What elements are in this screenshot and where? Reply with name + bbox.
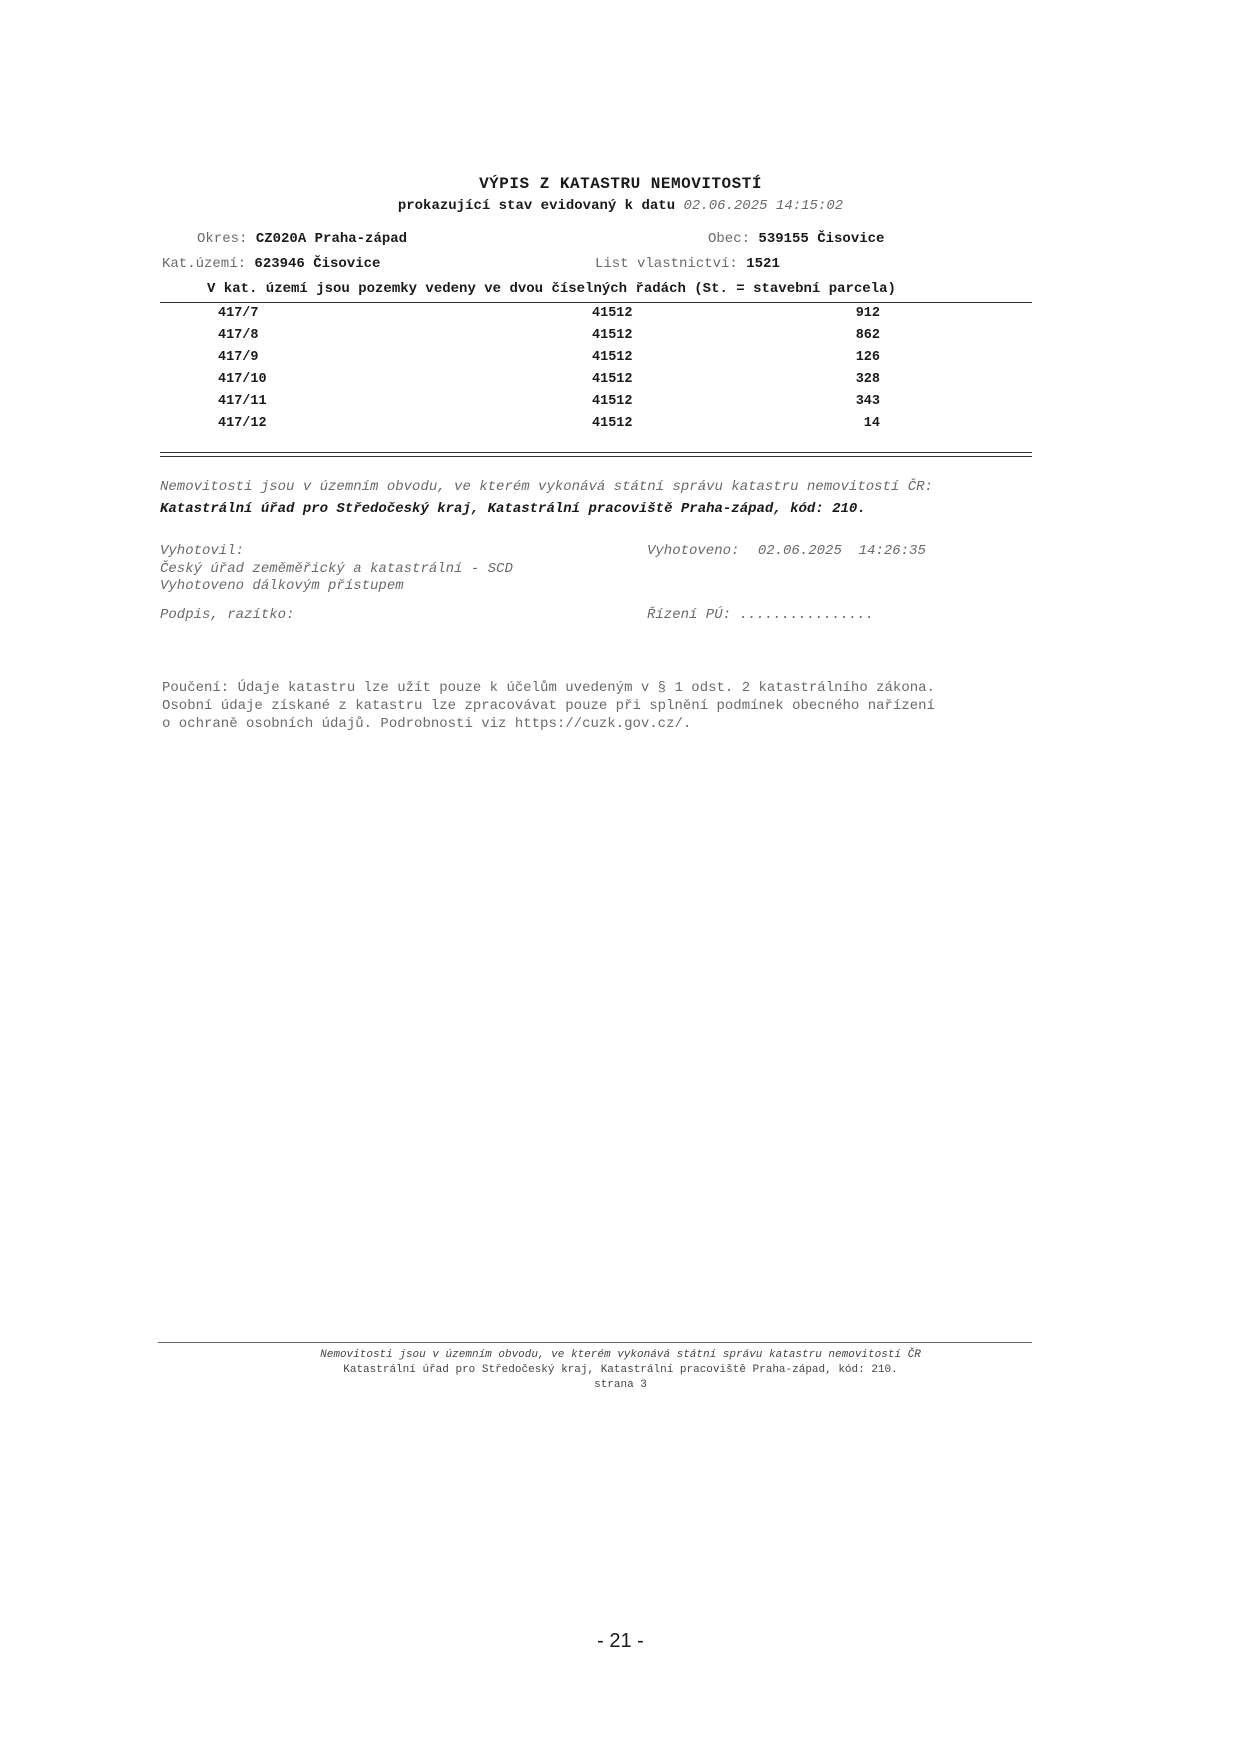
- footer-line-3: strana 3: [594, 1379, 647, 1391]
- parcel-lv: 41512: [592, 328, 633, 343]
- rizeni-label: Řízení PÚ:: [647, 607, 732, 623]
- table-row: [0, 416, 1241, 438]
- parcel-lv: 41512: [592, 416, 633, 431]
- subtitle-prefix: prokazující stav evidovaný k datu: [397, 198, 676, 214]
- document-title: VÝPIS Z KATASTRU NEMOVITOSTÍ: [479, 175, 762, 193]
- katuzemi-row: [162, 256, 380, 272]
- office-intro: Nemovitosti jsou v územním obvodu, ve kterém vykonává státní správu katastru nemovitostí ČR:: [160, 479, 933, 495]
- obec-row: [708, 231, 884, 247]
- page-footer: [0, 1348, 1241, 1393]
- okres-label: Okres:: [197, 231, 248, 247]
- parcel-number: 417/12: [218, 416, 267, 431]
- series-note: V kat. území jsou pozemky vedeny ve dvou číselných řadách (St. = stavební parcela): [207, 281, 896, 297]
- table-row: [0, 394, 1241, 416]
- parcel-number: 417/11: [218, 394, 267, 409]
- parcel-table: [0, 306, 1241, 441]
- subtitle-datetime: 02.06.2025 14:15:02: [683, 198, 844, 214]
- prepared-date: [647, 543, 926, 559]
- table-row: [0, 328, 1241, 350]
- prepared-date-label: Vyhotoveno:: [647, 543, 740, 559]
- lv-value: 1521: [746, 256, 780, 272]
- footer-line-1: Nemovitosti jsou v územním obvodu, ve kterém vykonává státní správu katastru nemovitostí ČR: [320, 1349, 921, 1361]
- prepared-by-method: Vyhotoveno dálkovým přístupem: [160, 578, 404, 594]
- notice-line-3: o ochraně osobních údajů. Podrobnosti viz https://cuzk.gov.cz/.: [162, 716, 692, 732]
- parcel-area: 912: [855, 306, 880, 321]
- parcel-area: 343: [855, 394, 880, 409]
- okres-value: CZ020A Praha-západ: [255, 231, 408, 247]
- parcel-lv: 41512: [592, 306, 633, 321]
- obec-label: Obec:: [708, 231, 751, 247]
- footer-line-2: Katastrální úřad pro Středočeský kraj, Katastrální pracoviště Praha-západ, kód: 210.: [343, 1364, 898, 1376]
- table-row: [0, 306, 1241, 328]
- notice-line-2: Osobní údaje získané z katastru lze zpracovávat pouze při splnění podmínek obecného nařízení: [162, 698, 935, 714]
- prepared-by-org: Český úřad zeměměřický a katastrální - SCD: [160, 561, 513, 577]
- rizeni-row: [647, 607, 874, 623]
- okres-row: [197, 231, 407, 247]
- table-row: [0, 372, 1241, 394]
- document-subtitle: [0, 198, 1241, 214]
- obec-value: 539155 Čisovice: [758, 231, 885, 247]
- parcel-area: 862: [855, 328, 880, 343]
- parcel-number: 417/8: [218, 328, 259, 343]
- lv-row: [595, 256, 780, 272]
- signature-label: Podpis, razítko:: [160, 607, 295, 623]
- parcel-lv: 41512: [592, 350, 633, 365]
- parcel-area: 126: [855, 350, 880, 365]
- header-divider: [160, 302, 1032, 303]
- footer-divider: [158, 1342, 1032, 1343]
- parcel-lv: 41512: [592, 372, 633, 387]
- notice-line-1: Poučení: Údaje katastru lze užít pouze k účelům uvedeným v § 1 odst. 2 katastrálního zákona.: [162, 680, 935, 696]
- parcel-number: 417/9: [218, 350, 259, 365]
- parcel-number: 417/10: [218, 372, 267, 387]
- parcel-area: 328: [855, 372, 880, 387]
- rizeni-value: ................: [739, 607, 874, 623]
- lv-label: List vlastnictví:: [595, 256, 738, 272]
- prepared-by-label: Vyhotovil:: [160, 543, 245, 559]
- katuzemi-label: Kat.území:: [162, 256, 247, 272]
- parcel-lv: 41512: [592, 394, 633, 409]
- office-name: Katastrální úřad pro Středočeský kraj, Katastrální pracoviště Praha-západ, kód: 210.: [160, 501, 866, 517]
- page-number: - 21 -: [597, 1630, 644, 1652]
- katuzemi-value: 623946 Čisovice: [254, 256, 381, 272]
- table-row: [0, 350, 1241, 372]
- table-end-rule-top: [160, 452, 1032, 453]
- parcel-number: 417/7: [218, 306, 259, 321]
- prepared-date-value: 02.06.2025 14:26:35: [757, 543, 926, 559]
- parcel-area: 14: [863, 416, 880, 431]
- table-end-rule-bottom: [160, 456, 1032, 457]
